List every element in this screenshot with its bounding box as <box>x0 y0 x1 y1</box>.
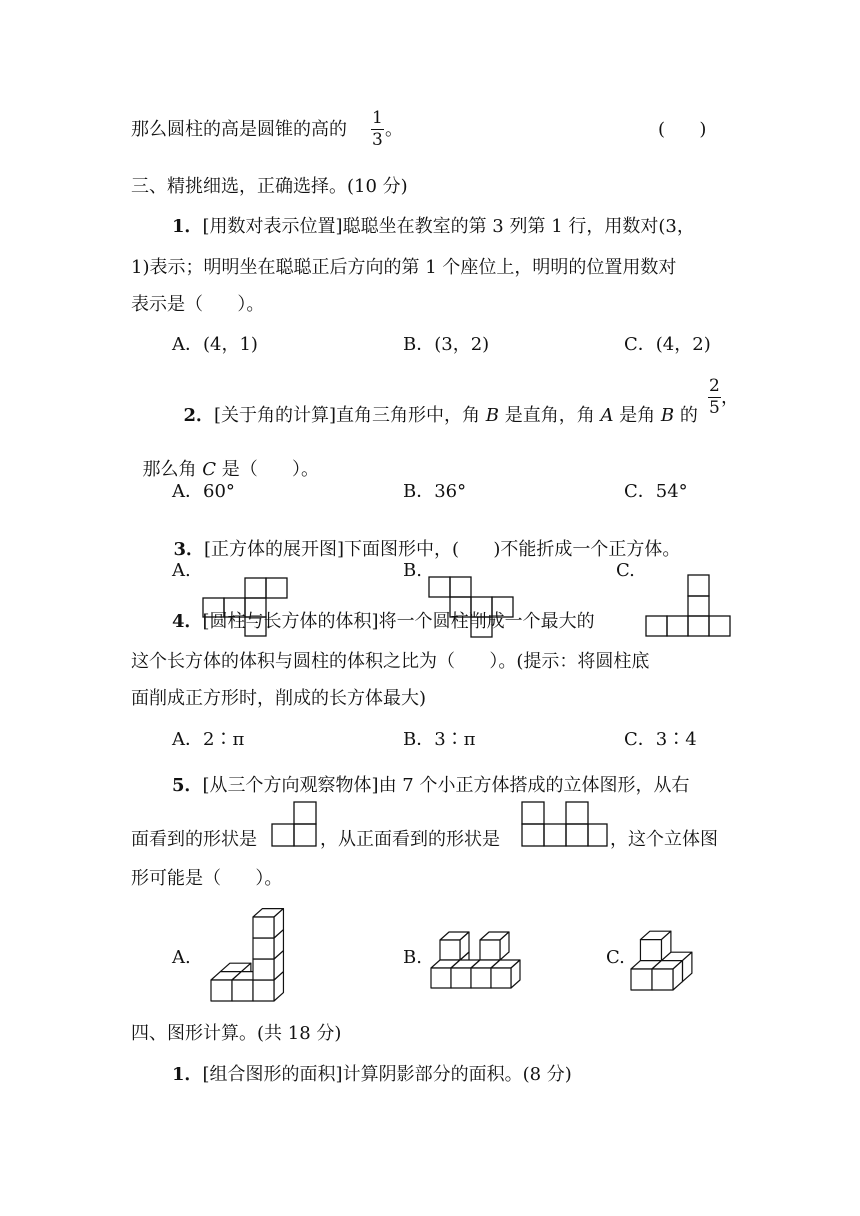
cube-face <box>440 940 460 960</box>
question-2-text: 是直角，角 <box>498 405 601 426</box>
answer-parentheses: ( ) <box>658 119 707 140</box>
fraction-one-third <box>371 110 384 149</box>
option-c: C．3∶4 <box>624 729 697 750</box>
angle-c: C <box>202 459 216 480</box>
fraction-two-fifths <box>708 378 721 417</box>
question-4-line-3: 面削成正方形时，削成的长方体最大) <box>131 688 427 709</box>
question-1-line-3: 表示是（ ）。 <box>131 294 265 315</box>
solid-figure-a <box>205 900 305 1004</box>
question-5-line-1: [从三个方向观察物体]由 7 个小正方体搭成的立体图形，从右 <box>202 775 690 796</box>
section-3-title: 三、精挑细选，正确选择。(10 分) <box>131 176 408 197</box>
option-b: B．3∶π <box>403 729 476 750</box>
cube-face <box>253 980 274 1001</box>
question-number: 2． <box>183 405 214 426</box>
section-4-title: 四、图形计算。(共 18 分) <box>131 1023 342 1044</box>
cube-face <box>471 968 491 988</box>
option-a: A．60° <box>172 481 235 502</box>
question-number: 3． <box>173 539 204 560</box>
cube-net-c <box>645 574 731 638</box>
option-b: B．(3，2) <box>403 334 490 355</box>
question-2-text: 是（ ）。 <box>215 459 320 480</box>
cube-face <box>652 969 673 990</box>
fraction-numerator: 1 <box>372 108 383 128</box>
section-4-question-1 <box>172 1066 572 1084</box>
question-number: 4． <box>172 611 203 632</box>
solid-figure-b <box>428 916 528 992</box>
question-2-text: 的 <box>674 405 698 426</box>
cube-face <box>631 969 652 990</box>
question-number: 1． <box>172 216 203 237</box>
question-number: 5． <box>172 775 203 796</box>
question-5-line-2a: 面看到的形状是 <box>131 829 257 850</box>
option-c: C. <box>616 560 635 581</box>
question-3-line: [正方体的展开图]下面图形中，( )不能折成一个正方体。 <box>203 539 681 560</box>
cube-face <box>253 959 274 980</box>
cube-face <box>253 917 274 938</box>
question-5-line-3: 形可能是（ ）。 <box>131 868 283 889</box>
cube-net-b <box>428 576 514 638</box>
cube-face <box>211 980 232 1001</box>
cube-face <box>232 980 253 1001</box>
option-a: A. <box>172 560 191 581</box>
angle-b: B <box>660 405 675 426</box>
option-b: B. <box>403 560 422 581</box>
fraction-numerator: 2 <box>709 376 720 396</box>
question-2-text: 那么角 <box>142 459 203 480</box>
angle-b: B <box>485 405 499 426</box>
cube-face <box>640 940 661 961</box>
question-number: 1． <box>172 1064 203 1085</box>
cube-face <box>491 968 511 988</box>
right-view-figure <box>272 800 320 848</box>
question-3 <box>162 523 680 559</box>
option-c: C. <box>606 947 625 968</box>
option-c: C．(4，2) <box>624 334 711 355</box>
angle-a: A <box>600 405 614 426</box>
fraction-denominator: 3 <box>372 130 383 150</box>
question-5-line-2c: ，这个立体图 <box>610 829 718 850</box>
statement-end: 。 <box>385 119 403 140</box>
question-2-line-2 <box>131 443 319 479</box>
statement-line: 那么圆柱的高是圆锥的高的 <box>131 119 347 140</box>
question-1-line-2: 1)表示；明明坐在聪聪正后方向的第 1 个座位上，明明的位置用数对 <box>131 257 677 278</box>
option-a: A. <box>172 947 191 968</box>
cube-face <box>480 940 500 960</box>
statement-text <box>131 121 347 139</box>
solid-figure-c <box>628 924 710 994</box>
question-2-text: 是角 <box>613 405 661 426</box>
question-2 <box>172 389 698 425</box>
comma: ， <box>721 387 739 408</box>
cube-net-a <box>203 576 287 638</box>
question-1-line-1: [用数对表示位置]聪聪坐在教室的第 3 列第 1 行，用数对(3， <box>202 216 695 237</box>
option-a: A．(4，1) <box>172 334 258 355</box>
cube-face <box>451 968 471 988</box>
option-a: A．2∶π <box>172 729 245 750</box>
fraction-denominator: 5 <box>709 398 720 418</box>
front-view-figure <box>520 800 610 848</box>
cube-face <box>253 938 274 959</box>
option-b: B. <box>403 947 422 968</box>
cube-face <box>431 968 451 988</box>
question-4-line-1: [圆柱与长方体的体积]将一个圆柱削成一个最大的 <box>202 611 595 632</box>
question-1 <box>172 218 695 236</box>
option-b: B．36° <box>403 481 467 502</box>
section-4-question-1-line: [组合图形的面积]计算阴影部分的面积。(8 分) <box>202 1064 572 1085</box>
question-2-text: [关于角的计算]直角三角形中，角 <box>213 405 486 426</box>
question-5-line-2b: ，从正面看到的形状是 <box>320 829 500 850</box>
question-4-line-2: 这个长方体的体积与圆柱的体积之比为（ ）。(提示：将圆柱底 <box>131 651 650 672</box>
question-5 <box>172 777 689 795</box>
option-c: C．54° <box>624 481 688 502</box>
